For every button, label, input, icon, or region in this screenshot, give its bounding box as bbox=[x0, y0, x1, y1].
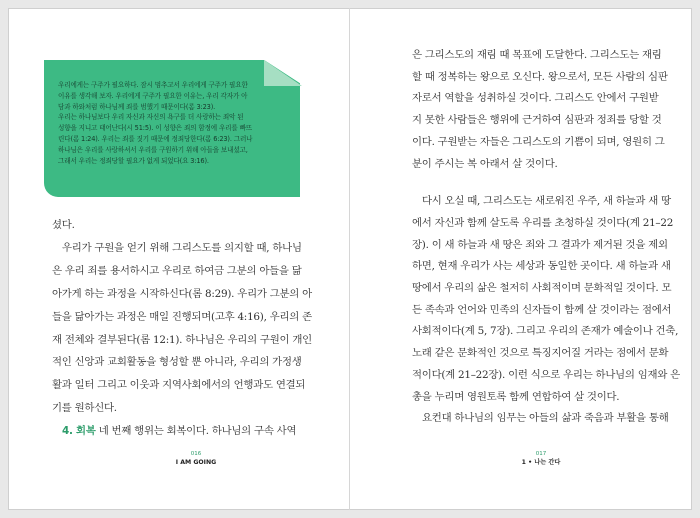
body-line: 장). 이 새 하늘과 새 땅은 죄와 그 결과가 제거된 것을 제외 bbox=[412, 238, 668, 251]
note-line: 그래서 우리는 정죄당할 필요가 없게 되었다(요 3:16). bbox=[58, 156, 209, 165]
running-title: 1 • 나는 간다 bbox=[521, 459, 561, 466]
running-title: I AM GOING bbox=[175, 459, 217, 466]
body-line: 들을 닮아가는 과정은 매일 진행되며(고후 4:16), 우리의 존 bbox=[52, 310, 312, 323]
body-line: 할 때 정복하는 왕으로 오신다. 왕으로서, 모든 사람의 심판 bbox=[412, 70, 668, 83]
body-line: 기를 원하신다. bbox=[52, 402, 117, 415]
page-gutter bbox=[349, 8, 350, 510]
body-line: 에서 자신과 함께 살도록 우리를 초청하실 것이다(계 21–22 bbox=[412, 216, 674, 229]
body-line: 우리가 구원을 얻기 위해 그리스도를 의지할 때, 하나님 bbox=[62, 241, 302, 254]
body-line: 이다. 구원받는 자들은 그리스도의 기쁨이 되며, 영원히 그 bbox=[412, 135, 665, 148]
right-page-footer bbox=[491, 450, 591, 468]
body-line: 아가게 하는 과정을 시작하신다(롬 8:29). 우리가 그분의 아 bbox=[52, 287, 312, 300]
body-line: 요컨대 하나님의 임무는 아들의 삶과 죽음과 부활을 통해 bbox=[422, 412, 669, 425]
page-number: 017 bbox=[535, 451, 547, 457]
note-text bbox=[58, 80, 290, 166]
body-line: 노래 같은 문화적인 것으로 특징지어질 거라는 점에서 문화 bbox=[412, 347, 669, 360]
note-line: 우리는 하나님보다 우리 자신과 자신의 욕구를 더 사랑하는 죄악 된 bbox=[58, 113, 244, 122]
body-line: 든 족속과 언어와 민족의 신자들이 함께 살 것이라는 점에서 bbox=[412, 303, 672, 316]
body-line: 셨다. bbox=[52, 219, 75, 231]
section-text: 네 번째 행위는 회복이다. 하나님의 구속 사역 bbox=[98, 425, 297, 438]
body-line: 자로서 역할을 성취하실 것이다. 그리스도 안에서 구원받 bbox=[412, 92, 659, 105]
body-line: 지 못한 사람들은 행위에 근거하여 심판과 정죄를 당할 것 bbox=[412, 114, 662, 127]
body-line: 땅에서 우리의 삶은 철저히 사회적이며 문화적일 것이다. 모 bbox=[412, 282, 672, 295]
note-line: 이유를 생각해 보자. 우리에게 구주가 필요한 이유는, 우리 각자가 아 bbox=[58, 91, 248, 100]
note-line: 하나님은 우리를 사랑하셔서 우리를 구원하기 위해 아들을 보내셨고, bbox=[58, 145, 248, 154]
body-line: 적인 신앙과 교회활동을 형성할 뿐 아니라, 우리의 가정생 bbox=[52, 356, 302, 369]
page-number: 016 bbox=[190, 451, 202, 457]
left-page-footer bbox=[156, 450, 236, 468]
section-label: 4. 회복 bbox=[62, 425, 96, 438]
body-line: 재 전체와 결부된다(롬 12:1). 하나님은 우리의 구원이 개인 bbox=[52, 333, 312, 346]
left-page-body bbox=[52, 214, 334, 443]
body-line: 총을 누리며 영원토록 함께 연합하여 살 것이다. bbox=[412, 390, 620, 403]
body-line: 다시 오실 때, 그리스도는 새로워진 우주, 새 하늘과 새 땅 bbox=[422, 195, 671, 208]
body-line: 분이 주시는 복 아래서 살 것이다. bbox=[412, 157, 558, 170]
note-line: 담과 하와처럼 하나님께 죄를 범했기 때문이다(롬 3:23). bbox=[58, 102, 216, 111]
body-line: 적이다(계 21–22장). 이런 식으로 우리는 하나님의 임재와 은 bbox=[412, 368, 680, 381]
note-line: 린다(롬 1:24). 우리는 죄를 짓기 때문에 정죄당한다(롬 6:23). 그러나 bbox=[58, 134, 253, 143]
body-line: 활과 일터 그리고 이웃과 지역사회에서의 언행과도 연결되 bbox=[52, 379, 306, 392]
body-line: 은 우리 죄를 용서하시고 우리로 하여금 그분의 아들을 닮 bbox=[52, 264, 302, 277]
note-line: 성향을 지니고 태어난다(시 51:5). 이 성향은 죄의 함정에 우리를 빠뜨 bbox=[58, 124, 252, 133]
body-line: 은 그리스도의 재림 때 목표에 도달한다. 그리스도는 재림 bbox=[412, 49, 662, 61]
body-line bbox=[52, 420, 334, 443]
note-line: 우리에게는 구주가 필요하다. 잠시 멈추고서 우리에게 구주가 필요한 bbox=[58, 81, 248, 89]
right-page-body bbox=[412, 45, 684, 430]
body-line: 하면, 현재 우리가 사는 세상과 동일한 곳이다. 새 하늘과 새 bbox=[412, 260, 671, 273]
body-line: 사회적이다(계 5, 7장). 그리고 우리의 존재가 예술이나 건축, bbox=[412, 325, 679, 338]
paragraph-gap bbox=[412, 175, 684, 191]
